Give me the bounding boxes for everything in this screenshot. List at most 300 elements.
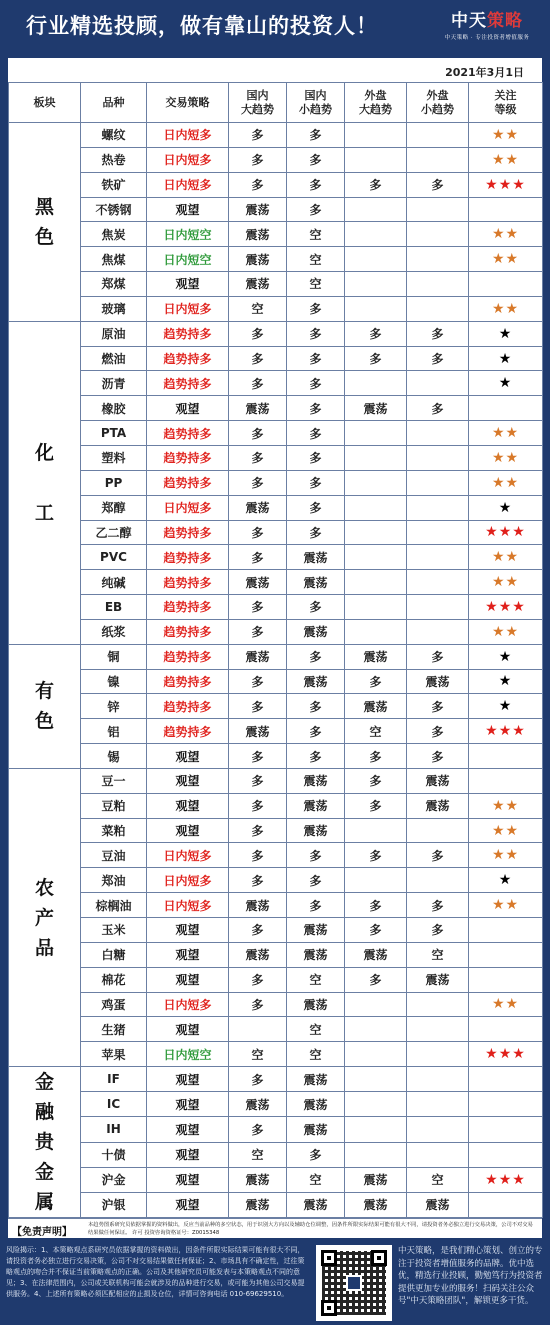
strategy-cell: 观望 — [147, 1017, 229, 1042]
strategy-cell: 日内短多 — [147, 868, 229, 893]
table-row — [9, 272, 543, 297]
trend-cell: 多 — [229, 470, 287, 495]
table-row — [9, 321, 543, 346]
rating-stars: ★★★ — [469, 1042, 543, 1067]
trend-cell: 震荡 — [345, 942, 407, 967]
column-header: 外盘 小趋势 — [407, 83, 469, 123]
trend-cell: 多 — [229, 669, 287, 694]
table-row — [9, 520, 543, 545]
trend-cell: 多 — [287, 893, 345, 918]
trend-cell: 多 — [287, 843, 345, 868]
strategy-cell: 趋势持多 — [147, 669, 229, 694]
rating-stars — [469, 967, 543, 992]
rating-stars — [469, 1142, 543, 1167]
table-row — [9, 445, 543, 470]
trend-cell — [407, 1117, 469, 1142]
trend-cell: 多 — [407, 172, 469, 197]
table-row — [9, 744, 543, 769]
trend-cell: 空 — [287, 1167, 345, 1192]
commodity-cell: 铜 — [81, 644, 147, 669]
trend-cell: 震荡 — [345, 644, 407, 669]
table-row — [9, 545, 543, 570]
trend-cell: 空 — [407, 1167, 469, 1192]
strategy-cell: 趋势持多 — [147, 545, 229, 570]
trend-cell — [345, 1092, 407, 1117]
trend-cell — [407, 147, 469, 172]
commodity-cell: 塑料 — [81, 445, 147, 470]
strategy-cell: 观望 — [147, 942, 229, 967]
strategy-cell: 观望 — [147, 396, 229, 421]
trend-cell — [345, 818, 407, 843]
trend-cell — [345, 1017, 407, 1042]
report-date: 2021年3月1日 — [445, 66, 524, 79]
commodity-cell: 沪银 — [81, 1192, 147, 1217]
commodity-cell: 沥青 — [81, 371, 147, 396]
trend-cell: 震荡 — [229, 942, 287, 967]
strategy-cell: 日内短多 — [147, 296, 229, 321]
commodity-cell: 焦炭 — [81, 222, 147, 247]
trend-cell: 多 — [345, 669, 407, 694]
trend-cell — [407, 123, 469, 148]
trend-cell: 多 — [287, 694, 345, 719]
commodity-cell: 生猪 — [81, 1017, 147, 1042]
column-header: 国内 小趋势 — [287, 83, 345, 123]
strategy-cell: 观望 — [147, 967, 229, 992]
commodity-cell: 菜粕 — [81, 818, 147, 843]
rating-stars: ★★ — [469, 843, 543, 868]
rating-stars: ★★ — [469, 793, 543, 818]
strategy-cell: 观望 — [147, 768, 229, 793]
rating-stars — [469, 1067, 543, 1092]
sector-label: 黑 色 — [9, 123, 81, 322]
rating-stars — [469, 1117, 543, 1142]
commodity-cell: 锡 — [81, 744, 147, 769]
trend-cell — [345, 123, 407, 148]
logo-highlight: 策略 — [487, 11, 523, 31]
rating-stars — [469, 942, 543, 967]
trend-cell: 多 — [407, 346, 469, 371]
column-header: 交易策略 — [147, 83, 229, 123]
trend-cell: 多 — [345, 172, 407, 197]
table-row — [9, 1167, 543, 1192]
commodity-cell: 豆油 — [81, 843, 147, 868]
brand-logo — [432, 6, 542, 48]
trend-cell — [345, 272, 407, 297]
commodity-cell: 豆粕 — [81, 793, 147, 818]
trend-cell — [407, 1017, 469, 1042]
trend-cell: 多 — [229, 1067, 287, 1092]
strategy-cell: 日内短多 — [147, 172, 229, 197]
table-row — [9, 371, 543, 396]
trend-cell: 震荡 — [287, 1192, 345, 1217]
trend-cell — [407, 222, 469, 247]
commodity-cell: 铝 — [81, 719, 147, 744]
trend-cell: 空 — [229, 1142, 287, 1167]
trend-cell: 多 — [287, 147, 345, 172]
trend-cell — [345, 197, 407, 222]
trend-cell: 多 — [287, 520, 345, 545]
rating-stars: ★★ — [469, 222, 543, 247]
strategy-cell: 趋势持多 — [147, 570, 229, 595]
trend-cell — [345, 247, 407, 272]
rating-stars — [469, 744, 543, 769]
trend-cell: 震荡 — [229, 644, 287, 669]
table-row — [9, 942, 543, 967]
trend-cell — [345, 371, 407, 396]
rating-stars: ★ — [469, 868, 543, 893]
strategy-cell: 观望 — [147, 1167, 229, 1192]
commodity-cell: 热卷 — [81, 147, 147, 172]
trend-cell — [345, 520, 407, 545]
trend-cell — [345, 545, 407, 570]
trend-cell: 多 — [229, 346, 287, 371]
trend-cell: 多 — [229, 595, 287, 620]
sector-label: 有 色 — [9, 644, 81, 768]
strategy-cell: 日内短多 — [147, 147, 229, 172]
commodity-cell: 玻璃 — [81, 296, 147, 321]
trend-cell: 多 — [287, 445, 345, 470]
strategy-cell: 趋势持多 — [147, 321, 229, 346]
rating-stars: ★★ — [469, 570, 543, 595]
trend-cell: 空 — [407, 942, 469, 967]
trend-cell — [345, 595, 407, 620]
rating-stars: ★★ — [469, 992, 543, 1017]
strategy-cell: 日内短多 — [147, 123, 229, 148]
trend-cell: 空 — [229, 1042, 287, 1067]
commodity-cell: 十债 — [81, 1142, 147, 1167]
strategy-cell: 日内短多 — [147, 495, 229, 520]
trend-cell — [407, 619, 469, 644]
trend-cell: 多 — [407, 644, 469, 669]
rating-stars: ★★★ — [469, 1167, 543, 1192]
trend-cell: 多 — [407, 918, 469, 943]
commodity-cell: 锌 — [81, 694, 147, 719]
commodity-cell: PVC — [81, 545, 147, 570]
trend-cell: 多 — [229, 172, 287, 197]
rating-stars: ★★ — [469, 619, 543, 644]
trend-cell: 多 — [345, 918, 407, 943]
table-row — [9, 619, 543, 644]
strategy-cell: 观望 — [147, 918, 229, 943]
trend-cell — [345, 570, 407, 595]
strategy-cell: 观望 — [147, 744, 229, 769]
table-row — [9, 967, 543, 992]
trend-cell — [407, 371, 469, 396]
trend-cell: 多 — [229, 520, 287, 545]
trend-cell — [407, 1042, 469, 1067]
trend-cell — [407, 992, 469, 1017]
trend-cell: 震荡 — [229, 197, 287, 222]
commodity-cell: 原油 — [81, 321, 147, 346]
trend-cell: 震荡 — [287, 918, 345, 943]
commodity-cell: 焦煤 — [81, 247, 147, 272]
trend-cell: 多 — [407, 719, 469, 744]
table-row — [9, 644, 543, 669]
strategy-sheet — [8, 58, 542, 1238]
table-row — [9, 918, 543, 943]
trend-cell: 多 — [229, 321, 287, 346]
strategy-cell: 观望 — [147, 793, 229, 818]
table-row — [9, 396, 543, 421]
risk-disclosure: 风险揭示：1、本策略观点系研究员依据掌握的资料做出，因条件所限实际结果可能有很大不同，请投资者务必独立进行交易决策，公司不对交易结果做任何保证；2、市场具有不确定性，过往策略观点的吻合并不保证当前策略观点的正确。公司及其他研究员可能发表与本策略观点不同的意见；3、在法律范围内，公司或关联机构可能会就涉及的品种进行交易，或可能为其他公司交易提供服务。4、上述所有策略必须匹配相应的止损及仓位，详情可咨询电话 010-69629510。 — [6, 1246, 305, 1298]
table-row — [9, 296, 543, 321]
strategy-cell: 日内短空 — [147, 1042, 229, 1067]
trend-cell — [407, 818, 469, 843]
trend-cell: 震荡 — [287, 570, 345, 595]
strategy-cell: 观望 — [147, 1092, 229, 1117]
table-row — [9, 1142, 543, 1167]
trend-cell: 多 — [287, 421, 345, 446]
rating-stars: ★★★ — [469, 172, 543, 197]
table-row — [9, 1017, 543, 1042]
table-row — [9, 421, 543, 446]
commodity-cell: 螺纹 — [81, 123, 147, 148]
table-row — [9, 1067, 543, 1092]
trend-cell — [407, 272, 469, 297]
trend-cell: 多 — [229, 992, 287, 1017]
disclaimer-label: 【免责声明】 — [12, 1227, 72, 1238]
table-row — [9, 868, 543, 893]
trend-cell — [407, 421, 469, 446]
rating-stars: ★ — [469, 321, 543, 346]
trend-cell: 多 — [229, 1117, 287, 1142]
trend-cell: 多 — [345, 967, 407, 992]
qr-code[interactable] — [316, 1245, 392, 1321]
strategy-cell: 日内短多 — [147, 843, 229, 868]
table-row — [9, 172, 543, 197]
trend-cell: 多 — [407, 893, 469, 918]
strategy-cell: 观望 — [147, 197, 229, 222]
commodity-cell: PTA — [81, 421, 147, 446]
trend-cell: 空 — [345, 719, 407, 744]
table-row — [9, 843, 543, 868]
commodity-cell: 苹果 — [81, 1042, 147, 1067]
trend-cell: 多 — [229, 545, 287, 570]
trend-cell — [407, 495, 469, 520]
trend-cell — [407, 445, 469, 470]
table-row — [9, 197, 543, 222]
trend-cell: 多 — [287, 172, 345, 197]
trend-cell: 多 — [287, 396, 345, 421]
column-header: 外盘 大趋势 — [345, 83, 407, 123]
trend-cell: 多 — [229, 619, 287, 644]
trend-cell: 多 — [345, 893, 407, 918]
trend-cell: 多 — [345, 321, 407, 346]
table-row — [9, 1042, 543, 1067]
trend-cell: 多 — [229, 843, 287, 868]
trend-cell: 震荡 — [229, 396, 287, 421]
trend-cell — [407, 470, 469, 495]
strategy-cell: 趋势持多 — [147, 520, 229, 545]
trend-cell: 震荡 — [287, 818, 345, 843]
table-row — [9, 247, 543, 272]
trend-cell — [407, 520, 469, 545]
rating-stars: ★ — [469, 346, 543, 371]
commodity-cell: 郑醇 — [81, 495, 147, 520]
trend-cell: 多 — [229, 868, 287, 893]
rating-stars: ★★ — [469, 545, 543, 570]
trend-cell: 震荡 — [345, 1192, 407, 1217]
trend-cell — [407, 570, 469, 595]
commodity-cell: 沪金 — [81, 1167, 147, 1192]
trend-cell: 震荡 — [287, 942, 345, 967]
trend-cell: 震荡 — [229, 1167, 287, 1192]
rating-stars — [469, 396, 543, 421]
table-row — [9, 694, 543, 719]
trend-cell: 多 — [345, 768, 407, 793]
rating-stars: ★★ — [469, 296, 543, 321]
trend-cell: 震荡 — [407, 967, 469, 992]
trend-cell: 震荡 — [287, 992, 345, 1017]
trend-cell — [407, 197, 469, 222]
strategy-table — [8, 82, 543, 1218]
strategy-cell: 趋势持多 — [147, 644, 229, 669]
commodity-cell: 镍 — [81, 669, 147, 694]
trend-cell: 震荡 — [407, 793, 469, 818]
trend-cell: 震荡 — [345, 396, 407, 421]
trend-cell: 震荡 — [407, 669, 469, 694]
trend-cell: 多 — [407, 744, 469, 769]
rating-stars: ★ — [469, 495, 543, 520]
table-row — [9, 123, 543, 148]
strategy-cell: 日内短多 — [147, 893, 229, 918]
rating-stars: ★ — [469, 371, 543, 396]
strategy-cell: 观望 — [147, 1192, 229, 1217]
strategy-cell: 趋势持多 — [147, 719, 229, 744]
table-row — [9, 1117, 543, 1142]
trend-cell — [407, 545, 469, 570]
trend-cell: 多 — [287, 868, 345, 893]
strategy-cell: 趋势持多 — [147, 619, 229, 644]
trend-cell: 震荡 — [345, 1167, 407, 1192]
page-title: 行业精选投顾，做有靠山的投资人！ — [26, 14, 378, 38]
trend-cell: 多 — [229, 744, 287, 769]
strategy-cell: 观望 — [147, 1142, 229, 1167]
trend-cell: 多 — [229, 793, 287, 818]
trend-cell — [407, 1067, 469, 1092]
trend-cell: 多 — [407, 396, 469, 421]
trend-cell — [345, 147, 407, 172]
trend-cell: 多 — [287, 595, 345, 620]
trend-cell: 震荡 — [287, 545, 345, 570]
rating-stars — [469, 1192, 543, 1217]
trend-cell: 多 — [287, 371, 345, 396]
trend-cell — [345, 296, 407, 321]
commodity-cell: 棕榈油 — [81, 893, 147, 918]
rating-stars: ★★★ — [469, 520, 543, 545]
trend-cell: 多 — [345, 793, 407, 818]
table-row — [9, 768, 543, 793]
table-row — [9, 1192, 543, 1217]
trend-cell — [345, 495, 407, 520]
commodity-cell: 不锈钢 — [81, 197, 147, 222]
trend-cell: 空 — [287, 222, 345, 247]
trend-cell — [407, 296, 469, 321]
trend-cell — [345, 445, 407, 470]
trend-cell — [345, 470, 407, 495]
strategy-cell: 趋势持多 — [147, 371, 229, 396]
commodity-cell: 郑煤 — [81, 272, 147, 297]
trend-cell — [345, 1117, 407, 1142]
strategy-cell: 日内短空 — [147, 222, 229, 247]
trend-cell — [345, 1067, 407, 1092]
trend-cell: 空 — [287, 247, 345, 272]
commodity-cell: 棉花 — [81, 967, 147, 992]
trend-cell: 震荡 — [287, 793, 345, 818]
table-row — [9, 669, 543, 694]
trend-cell: 多 — [407, 694, 469, 719]
rating-stars: ★★ — [469, 470, 543, 495]
trend-cell: 空 — [287, 272, 345, 297]
table-row — [9, 147, 543, 172]
column-header: 国内 大趋势 — [229, 83, 287, 123]
strategy-cell: 趋势持多 — [147, 595, 229, 620]
trend-cell: 震荡 — [287, 768, 345, 793]
trend-cell: 震荡 — [287, 1067, 345, 1092]
trend-cell: 多 — [229, 818, 287, 843]
table-row — [9, 470, 543, 495]
rating-stars: ★★ — [469, 421, 543, 446]
trend-cell: 多 — [229, 694, 287, 719]
trend-cell: 多 — [287, 296, 345, 321]
rating-stars — [469, 1092, 543, 1117]
trend-cell: 多 — [287, 719, 345, 744]
column-header: 关注 等级 — [469, 83, 543, 123]
table-header-row — [9, 83, 543, 123]
table-row — [9, 222, 543, 247]
rating-stars: ★★ — [469, 147, 543, 172]
trend-cell: 多 — [229, 967, 287, 992]
table-body — [9, 123, 543, 1218]
disclaimer-row — [8, 1218, 542, 1238]
trend-cell: 震荡 — [229, 272, 287, 297]
table-row — [9, 992, 543, 1017]
trend-cell — [345, 1142, 407, 1167]
trend-cell: 多 — [229, 445, 287, 470]
disclaimer-text: 本趋势图系研究员依据掌握的资料做出，反应当前品种的多空状态，用于识别大方向以及辅助仓位调整，因条件所限实际结果可能有很大不同，请投资者务必独立进行交易决策，公司不对交易结果做任何保证。 许可 投资咨询资格证号：Z0015348 — [88, 1222, 533, 1236]
strategy-cell: 趋势持多 — [147, 421, 229, 446]
sector-label: 化 工 — [9, 321, 81, 644]
strategy-cell: 趋势持多 — [147, 694, 229, 719]
trend-cell — [345, 421, 407, 446]
table-row — [9, 570, 543, 595]
strategy-cell: 观望 — [147, 818, 229, 843]
rating-stars — [469, 768, 543, 793]
trend-cell: 震荡 — [287, 619, 345, 644]
trend-cell — [345, 1042, 407, 1067]
trend-cell: 多 — [345, 843, 407, 868]
commodity-cell: PP — [81, 470, 147, 495]
strategy-cell: 观望 — [147, 1117, 229, 1142]
trend-cell — [345, 222, 407, 247]
trend-cell: 震荡 — [229, 570, 287, 595]
strategy-cell: 趋势持多 — [147, 445, 229, 470]
rating-stars: ★ — [469, 669, 543, 694]
strategy-cell: 趋势持多 — [147, 346, 229, 371]
commodity-cell: 玉米 — [81, 918, 147, 943]
trend-cell: 震荡 — [229, 1192, 287, 1217]
commodity-cell: 豆一 — [81, 768, 147, 793]
sector-label: 金 融 贵 金 属 — [9, 1067, 81, 1218]
rating-stars — [469, 1017, 543, 1042]
trend-cell: 空 — [229, 296, 287, 321]
commodity-cell: 郑油 — [81, 868, 147, 893]
rating-stars: ★ — [469, 644, 543, 669]
strategy-cell: 日内短多 — [147, 992, 229, 1017]
table-row — [9, 346, 543, 371]
commodity-cell: 橡胶 — [81, 396, 147, 421]
commodity-cell: 白糖 — [81, 942, 147, 967]
